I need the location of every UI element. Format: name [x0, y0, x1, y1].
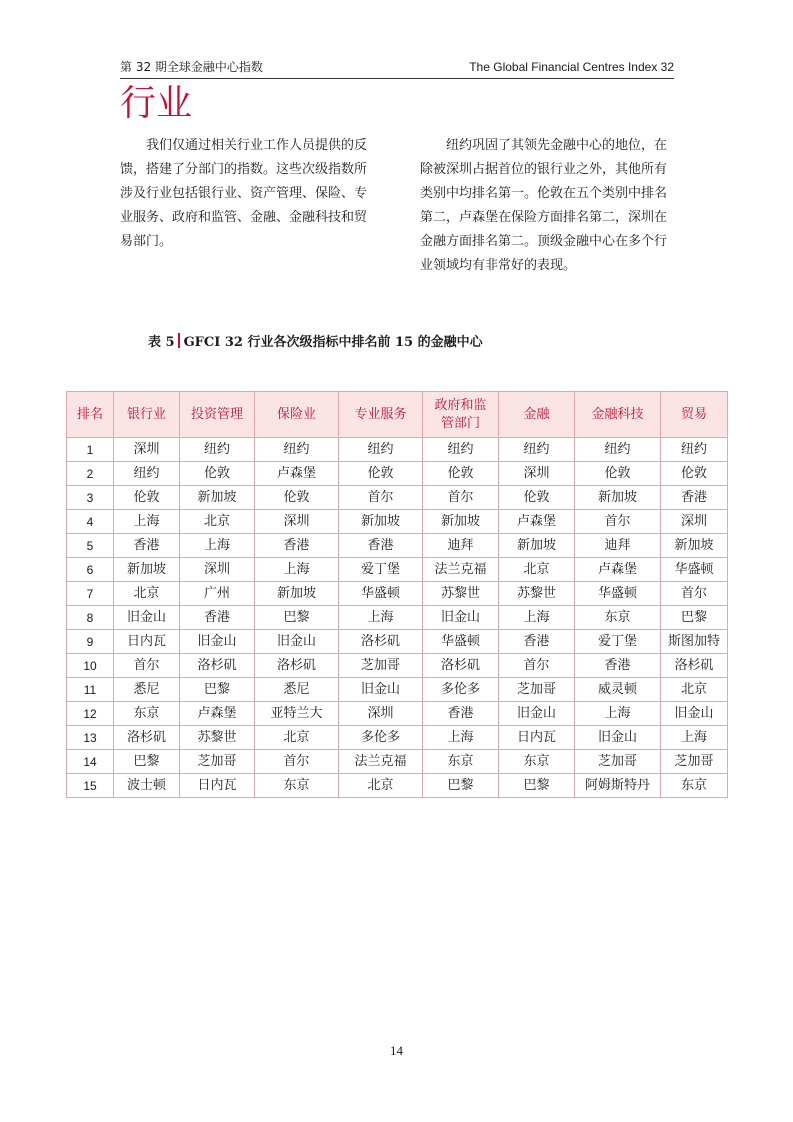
column-header: 政府和监管部门: [423, 392, 499, 438]
city-cell: 巴黎: [255, 606, 339, 630]
city-cell: 新加坡: [114, 558, 180, 582]
city-cell: 上海: [499, 606, 575, 630]
table-body: [67, 438, 728, 798]
city-cell: 芝加哥: [575, 750, 661, 774]
city-cell: 新加坡: [339, 510, 423, 534]
city-cell: 首尔: [575, 510, 661, 534]
table-row: [67, 462, 728, 486]
city-cell: 芝加哥: [661, 750, 728, 774]
city-cell: 东京: [499, 750, 575, 774]
city-cell: 迪拜: [423, 534, 499, 558]
table-row: [67, 630, 728, 654]
city-cell: 洛杉矶: [423, 654, 499, 678]
header-title-zh: 第 32 期全球金融中心指数: [120, 60, 263, 74]
table-row: [67, 774, 728, 798]
city-cell: 北京: [114, 582, 180, 606]
column-header: 银行业: [114, 392, 180, 438]
column-header: 投资管理: [180, 392, 255, 438]
table-row: [67, 534, 728, 558]
rank-cell: 13: [67, 726, 114, 750]
city-cell: 巴黎: [180, 678, 255, 702]
city-cell: 洛杉矶: [180, 654, 255, 678]
running-header: [120, 58, 674, 79]
rank-cell: 10: [67, 654, 114, 678]
city-cell: 巴黎: [661, 606, 728, 630]
city-cell: 上海: [114, 510, 180, 534]
city-cell: 旧金山: [575, 726, 661, 750]
column-header: 金融科技: [575, 392, 661, 438]
rank-cell: 11: [67, 678, 114, 702]
city-cell: 悉尼: [114, 678, 180, 702]
city-cell: 东京: [255, 774, 339, 798]
city-cell: 旧金山: [661, 702, 728, 726]
city-cell: 香港: [423, 702, 499, 726]
city-cell: 威灵顿: [575, 678, 661, 702]
city-cell: 北京: [339, 774, 423, 798]
city-cell: 北京: [499, 558, 575, 582]
ranking-table: [66, 391, 728, 798]
city-cell: 深圳: [499, 462, 575, 486]
city-cell: 卢森堡: [575, 558, 661, 582]
city-cell: 纽约: [499, 438, 575, 462]
city-cell: 纽约: [255, 438, 339, 462]
table-row: [67, 702, 728, 726]
city-cell: 日内瓦: [180, 774, 255, 798]
city-cell: 北京: [180, 510, 255, 534]
city-cell: 苏黎世: [180, 726, 255, 750]
rank-cell: 2: [67, 462, 114, 486]
city-cell: 洛杉矶: [114, 726, 180, 750]
city-cell: 深圳: [255, 510, 339, 534]
city-cell: 东京: [114, 702, 180, 726]
city-cell: 北京: [255, 726, 339, 750]
column-header: 贸易: [661, 392, 728, 438]
city-cell: 洛杉矶: [339, 630, 423, 654]
city-cell: 伦敦: [255, 486, 339, 510]
city-cell: 东京: [575, 606, 661, 630]
rank-cell: 15: [67, 774, 114, 798]
city-cell: 香港: [255, 534, 339, 558]
city-cell: 伦敦: [499, 486, 575, 510]
city-cell: 首尔: [499, 654, 575, 678]
city-cell: 卢森堡: [255, 462, 339, 486]
city-cell: 伦敦: [423, 462, 499, 486]
table-row: [67, 750, 728, 774]
city-cell: 芝加哥: [180, 750, 255, 774]
rank-cell: 7: [67, 582, 114, 606]
city-cell: 新加坡: [255, 582, 339, 606]
city-cell: 法兰克福: [339, 750, 423, 774]
city-cell: 华盛顿: [423, 630, 499, 654]
caption-label: 表 5: [148, 335, 175, 350]
city-cell: 东京: [423, 750, 499, 774]
table-row: [67, 486, 728, 510]
city-cell: 纽约: [575, 438, 661, 462]
paragraph-right: 纽约巩固了其领先金融中心的地位，在除被深圳占据首位的银行业之外，其他所有类别中均排名第一。伦敦在五个类别中排名第二，卢森堡在保险方面排名第二，深圳在金融方面排名第二。顶级金融中心在多个行业领域均有非常好的表现。: [420, 138, 668, 273]
city-cell: 伦敦: [339, 462, 423, 486]
table-row: [67, 582, 728, 606]
city-cell: 深圳: [661, 510, 728, 534]
city-cell: 首尔: [661, 582, 728, 606]
rank-cell: 9: [67, 630, 114, 654]
city-cell: 卢森堡: [499, 510, 575, 534]
city-cell: 爱丁堡: [339, 558, 423, 582]
city-cell: 巴黎: [499, 774, 575, 798]
city-cell: 上海: [339, 606, 423, 630]
rank-cell: 14: [67, 750, 114, 774]
city-cell: 旧金山: [114, 606, 180, 630]
city-cell: 首尔: [339, 486, 423, 510]
city-cell: 迪拜: [575, 534, 661, 558]
city-cell: 波士顿: [114, 774, 180, 798]
city-cell: 旧金山: [499, 702, 575, 726]
city-cell: 亚特兰大: [255, 702, 339, 726]
city-cell: 苏黎世: [499, 582, 575, 606]
city-cell: 首尔: [423, 486, 499, 510]
city-cell: 广州: [180, 582, 255, 606]
rank-cell: 4: [67, 510, 114, 534]
city-cell: 新加坡: [575, 486, 661, 510]
city-cell: 上海: [575, 702, 661, 726]
city-cell: 洛杉矶: [661, 654, 728, 678]
column-header: 排名: [67, 392, 114, 438]
city-cell: 伦敦: [180, 462, 255, 486]
city-cell: 深圳: [180, 558, 255, 582]
city-cell: 旧金山: [255, 630, 339, 654]
city-cell: 多伦多: [423, 678, 499, 702]
city-cell: 上海: [423, 726, 499, 750]
table-row: [67, 726, 728, 750]
city-cell: 多伦多: [339, 726, 423, 750]
city-cell: 新加坡: [661, 534, 728, 558]
city-cell: 旧金山: [339, 678, 423, 702]
city-cell: 深圳: [339, 702, 423, 726]
city-cell: 新加坡: [180, 486, 255, 510]
city-cell: 纽约: [661, 438, 728, 462]
city-cell: 深圳: [114, 438, 180, 462]
rank-cell: 6: [67, 558, 114, 582]
caption-divider: [178, 333, 180, 348]
city-cell: 爱丁堡: [575, 630, 661, 654]
column-header: 专业服务: [339, 392, 423, 438]
rank-cell: 5: [67, 534, 114, 558]
city-cell: 首尔: [114, 654, 180, 678]
table-row: [67, 678, 728, 702]
city-cell: 北京: [661, 678, 728, 702]
table-row: [67, 606, 728, 630]
table-row: [67, 654, 728, 678]
table-header-row: [67, 392, 728, 438]
city-cell: 纽约: [114, 462, 180, 486]
city-cell: 芝加哥: [499, 678, 575, 702]
city-cell: 上海: [661, 726, 728, 750]
city-cell: 日内瓦: [499, 726, 575, 750]
city-cell: 斯图加特: [661, 630, 728, 654]
city-cell: 首尔: [255, 750, 339, 774]
city-cell: 纽约: [180, 438, 255, 462]
rank-cell: 1: [67, 438, 114, 462]
city-cell: 新加坡: [423, 510, 499, 534]
table-caption: [148, 331, 483, 350]
city-cell: 上海: [180, 534, 255, 558]
city-cell: 巴黎: [423, 774, 499, 798]
city-cell: 香港: [499, 630, 575, 654]
city-cell: 旧金山: [423, 606, 499, 630]
city-cell: 卢森堡: [180, 702, 255, 726]
city-cell: 华盛顿: [661, 558, 728, 582]
city-cell: 华盛顿: [339, 582, 423, 606]
header-title-en: The Global Financial Centres Index 32: [469, 60, 674, 74]
city-cell: 芝加哥: [339, 654, 423, 678]
city-cell: 法兰克福: [423, 558, 499, 582]
section-title: 行业: [120, 83, 193, 124]
column-header: 金融: [499, 392, 575, 438]
city-cell: 伦敦: [575, 462, 661, 486]
city-cell: 伦敦: [114, 486, 180, 510]
table-row: [67, 558, 728, 582]
city-cell: 悉尼: [255, 678, 339, 702]
page-number: 14: [390, 1043, 403, 1058]
city-cell: 华盛顿: [575, 582, 661, 606]
rank-cell: 3: [67, 486, 114, 510]
city-cell: 纽约: [423, 438, 499, 462]
paragraph-left: 我们仅通过相关行业工作人员提供的反馈，搭建了分部门的指数。这些次级指数所涉及行业包括银行业、资产管理、保险、专业服务、政府和监管、金融、金融科技和贸易部门。: [120, 138, 368, 249]
city-cell: 苏黎世: [423, 582, 499, 606]
city-cell: 纽约: [339, 438, 423, 462]
column-header: 保险业: [255, 392, 339, 438]
city-cell: 洛杉矶: [255, 654, 339, 678]
city-cell: 香港: [661, 486, 728, 510]
city-cell: 伦敦: [661, 462, 728, 486]
city-cell: 上海: [255, 558, 339, 582]
city-cell: 香港: [339, 534, 423, 558]
rank-cell: 8: [67, 606, 114, 630]
rank-cell: 12: [67, 702, 114, 726]
table-row: [67, 510, 728, 534]
city-cell: 日内瓦: [114, 630, 180, 654]
city-cell: 香港: [575, 654, 661, 678]
city-cell: 巴黎: [114, 750, 180, 774]
city-cell: 旧金山: [180, 630, 255, 654]
city-cell: 香港: [180, 606, 255, 630]
caption-text: GFCI 32 行业各次级指标中排名前 15 的金融中心: [183, 335, 483, 350]
city-cell: 新加坡: [499, 534, 575, 558]
city-cell: 阿姆斯特丹: [575, 774, 661, 798]
city-cell: 香港: [114, 534, 180, 558]
city-cell: 东京: [661, 774, 728, 798]
table-row: [67, 438, 728, 462]
